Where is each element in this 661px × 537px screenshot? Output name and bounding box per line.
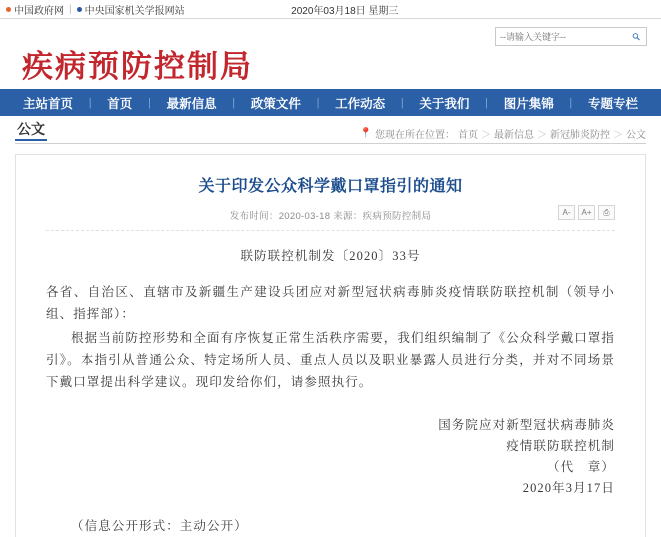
breadcrumb-prefix: 您现在所在位置： [375, 130, 455, 141]
breadcrumb-arrow: ＞ [537, 130, 547, 141]
nav-divider: | [316, 96, 320, 109]
nav-divider: | [232, 96, 236, 109]
topbar-link-central[interactable]: 中央国家机关学报网站 [84, 5, 185, 17]
article-title: 关于印发公众科学戴口罩指引的通知 [198, 178, 463, 195]
signature-line: 疫情联防联控机制 [506, 439, 615, 453]
page-title: 公文 [15, 122, 47, 141]
article-meta: 发布时间：2020-03-18 来源：疾病预防控制局 [229, 211, 432, 222]
topbar-separator: | [69, 3, 72, 15]
breadcrumb-path [360, 126, 646, 141]
search-input[interactable] [496, 28, 626, 45]
nav-item-about-us[interactable]: 关于我们 [419, 96, 470, 111]
article-footnote: （信息公开形式：主动公开） [71, 519, 248, 533]
nav-divider: | [569, 96, 573, 109]
nav-divider: | [148, 96, 151, 109]
signature-line: 国务院应对新型冠状病毒肺炎 [438, 418, 615, 432]
nav-item-latest-info[interactable]: 最新信息 [166, 96, 217, 111]
signature-line: （代 章） [546, 460, 615, 474]
site-title: 疾病预防控制局 [22, 49, 253, 84]
location-pin-icon: 📍 [359, 128, 372, 139]
gov-site-dot-icon [6, 7, 11, 12]
nav-item-work-updates[interactable]: 工作动态 [335, 96, 386, 111]
signature-date: 2020年3月17日 [522, 481, 615, 495]
article-paragraph: 根据当前防控形势和全面有序恢复正常生活秩序需要，我们组织编制了《公众科学戴口罩指引》。本指引从普通公众、特定场所人员、重点人员以及职业暴露人员进行分类，并对不同场景下戴口罩提出科学建议。现印发给你们，请参照执行。 [46, 331, 616, 389]
print-button[interactable]: ⎙ [598, 205, 615, 220]
search-box[interactable] [495, 27, 647, 46]
article-paragraph: 各省、自治区、直辖市及新疆生产建设兵团应对新型冠状病毒肺炎疫情联防联控机制（领导小组、指挥部）： [46, 285, 615, 321]
breadcrumb-link-covid-control[interactable]: 新冠肺炎防控 [550, 130, 610, 141]
nav-item-home[interactable]: 首页 [107, 96, 133, 111]
breadcrumb-arrow: ＞ [481, 130, 491, 141]
breadcrumb-link-home[interactable]: 首页 [458, 130, 478, 141]
search-icon[interactable] [626, 29, 646, 44]
article-meta-row [46, 208, 615, 231]
document-number: 联防联控机制发〔2020〕33号 [240, 249, 421, 263]
site-header [0, 19, 661, 89]
main-navigation [0, 89, 661, 116]
article-body [46, 245, 615, 537]
breadcrumb-link-current[interactable]: 公文 [626, 130, 646, 141]
nav-divider: | [88, 96, 92, 109]
breadcrumb-link-latest-info[interactable]: 最新信息 [494, 130, 534, 141]
topbar-link-gov[interactable]: 中国政府网 [14, 5, 64, 17]
article-tools [558, 205, 615, 220]
font-larger-button[interactable]: A+ [578, 205, 595, 220]
font-smaller-button[interactable]: A- [558, 205, 575, 220]
breadcrumb [15, 116, 646, 144]
nav-divider: | [485, 96, 488, 109]
article-signature [46, 415, 615, 499]
article-card [15, 154, 646, 537]
nav-item-policy-docs[interactable]: 政策文件 [250, 96, 301, 111]
topbar-date: 2020年03月18日 星期三 [291, 5, 399, 17]
top-utility-bar [0, 0, 661, 19]
nav-item-special-topics[interactable]: 专题专栏 [587, 96, 638, 111]
nav-divider: | [400, 96, 404, 109]
nav-item-main-home[interactable]: 主站首页 [23, 96, 74, 111]
breadcrumb-arrow: ＞ [613, 130, 623, 141]
central-site-dot-icon [77, 7, 82, 12]
nav-item-photo-gallery[interactable]: 图片集锦 [503, 96, 554, 111]
